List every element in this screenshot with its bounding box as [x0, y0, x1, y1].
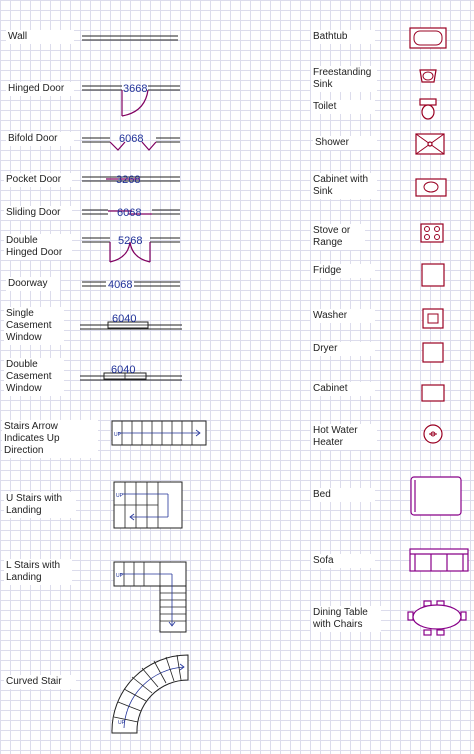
- l-stairs-symbol: [114, 562, 186, 632]
- pocket-door-dimension: 3268: [116, 174, 141, 186]
- label-washer: Washer: [311, 309, 375, 323]
- label-freestanding-sink: Freestanding Sink: [311, 66, 377, 92]
- label-double-casement-window: Double Casement Window: [4, 358, 64, 396]
- sofa-symbol: [410, 549, 468, 571]
- label-sofa: Sofa: [311, 554, 375, 568]
- label-fridge: Fridge: [311, 264, 375, 278]
- label-bathtub: Bathtub: [311, 30, 375, 44]
- hinged-door-symbol: [82, 83, 180, 116]
- stove-symbol: [421, 224, 443, 242]
- label-u-stairs: U Stairs with Landing: [4, 492, 76, 518]
- cabinet-with-sink-symbol: [416, 179, 446, 196]
- shower-symbol: [416, 134, 444, 154]
- sliding-door-symbol: [82, 207, 180, 219]
- label-curved-stair: Curved Stair: [4, 675, 76, 689]
- doorway-dimension: 4068: [108, 279, 133, 291]
- label-dining-table: Dining Table with Chairs: [311, 606, 381, 632]
- label-pocket-door: Pocket Door: [4, 173, 72, 187]
- label-hinged-door: Hinged Door: [6, 82, 74, 96]
- label-bed: Bed: [311, 488, 375, 502]
- label-l-stairs: L Stairs with Landing: [4, 559, 72, 585]
- dryer-symbol: [423, 343, 443, 362]
- single-casement-dimension: 6040: [112, 313, 137, 325]
- straight-stairs-up-label: UP: [114, 432, 121, 438]
- label-cabinet: Cabinet: [311, 382, 375, 396]
- double-casement-window-symbol: [80, 364, 182, 380]
- toilet-symbol: [420, 99, 436, 119]
- label-bifold-door: Bifold Door: [6, 132, 74, 146]
- label-single-casement-window: Single Casement Window: [4, 307, 64, 345]
- curved-stair-symbol: [112, 655, 188, 733]
- doorway-symbol: [82, 279, 180, 291]
- straight-stairs-symbol: [112, 421, 206, 445]
- dining-table-symbol: [408, 601, 466, 635]
- bifold-door-symbol: [82, 133, 180, 150]
- single-casement-window-symbol: [80, 313, 182, 329]
- label-doorway: Doorway: [6, 277, 60, 291]
- bed-symbol: [411, 477, 461, 515]
- label-stove-or-range: Stove or Range: [311, 224, 365, 250]
- u-stairs-symbol: [114, 482, 182, 528]
- label-dryer: Dryer: [311, 342, 375, 356]
- sliding-door-dimension: 6068: [117, 207, 142, 219]
- label-shower: Shower: [313, 136, 377, 150]
- curved-stair-up-label: UP: [118, 720, 125, 726]
- label-cabinet-with-sink: Cabinet with Sink: [311, 173, 377, 199]
- washer-symbol: [423, 309, 443, 328]
- double-casement-dimension: 6040: [111, 364, 136, 376]
- wall-symbol: [82, 36, 178, 40]
- pocket-door-symbol: [82, 174, 180, 186]
- hinged-door-dimension: 3668: [123, 83, 148, 95]
- u-stairs-up-label: UP: [116, 493, 123, 499]
- double-hinged-door-dimension: 5268: [118, 235, 143, 247]
- double-hinged-door-symbol: [82, 235, 180, 262]
- label-wall: Wall: [6, 30, 74, 44]
- label-hot-water-heater: Hot Water Heater: [311, 424, 377, 450]
- hot-water-heater-symbol: [424, 425, 442, 443]
- fridge-symbol: [422, 264, 444, 286]
- label-double-hinged-door: Double Hinged Door: [4, 234, 72, 260]
- label-sliding-door: Sliding Door: [4, 206, 72, 220]
- label-stairs: Stairs Arrow Indicates Up Direction: [2, 420, 98, 458]
- freestanding-sink-symbol: [420, 70, 436, 82]
- cabinet-symbol: [422, 385, 444, 401]
- bathtub-symbol: [410, 28, 446, 48]
- label-toilet: Toilet: [311, 100, 375, 114]
- bifold-door-dimension: 6068: [119, 133, 144, 145]
- l-stairs-up-label: UP: [116, 573, 123, 579]
